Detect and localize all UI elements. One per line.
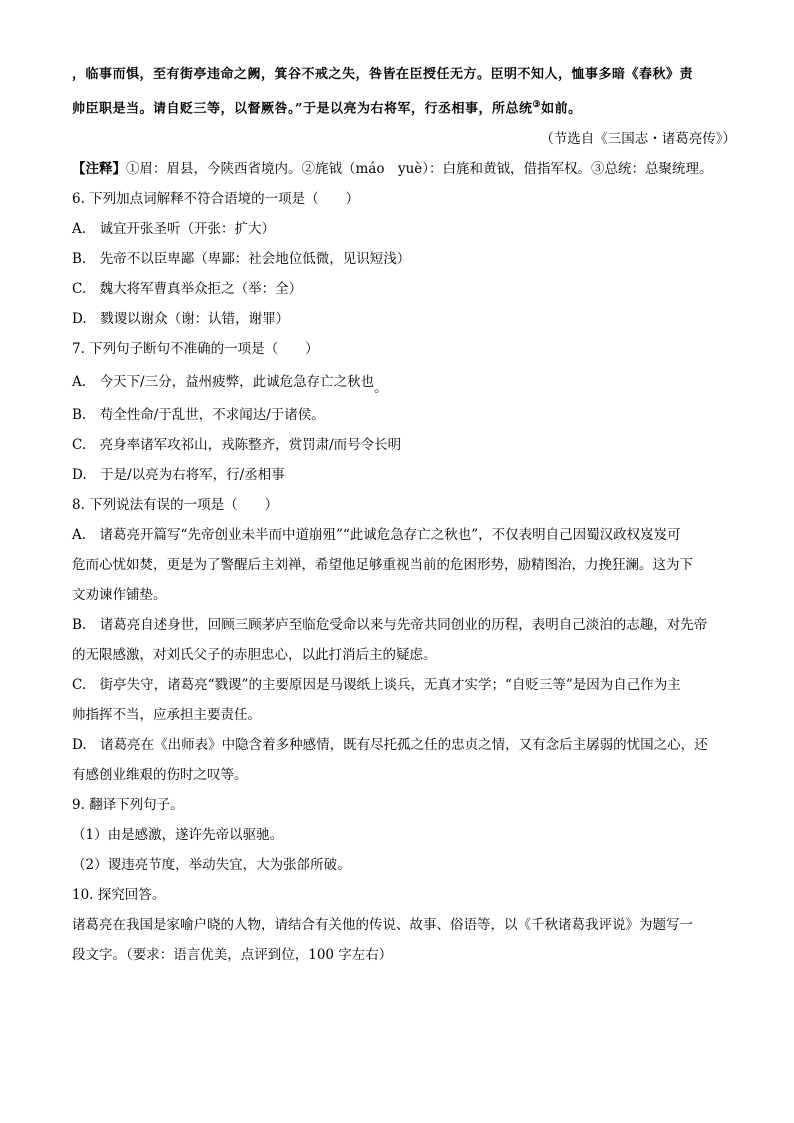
notes-text: ①眉：眉县，今陕西省境内。②旄钺（máo yuè）：白旄和黄钺，借指军权。③总统：总聚统理。	[126, 161, 713, 178]
question-6	[72, 184, 736, 334]
question-9	[72, 790, 736, 880]
question-8	[72, 490, 736, 790]
option-a: A. 诚宜开张圣听（开张：扩大）	[72, 221, 276, 238]
option-a-line-2: 危而心忧如焚，更是为了警醒后主刘禅，希望他足够重视当前的危困形势，励精图治，力挽狂澜。这为下	[72, 557, 693, 574]
passage-line-2-main: 帅臣职是当。请自贬三等，以督厥咎。”于是以亮为右将军，行丞相事，所总统	[72, 101, 533, 117]
option-a-text: A. 今天下/三分，益州疲弊，此诚危急存亡之秋也	[72, 374, 375, 391]
question-10	[72, 880, 736, 970]
passage	[72, 60, 736, 124]
option-a-line-1: A. 诸葛亮开篇写“先帝创业未半而中道崩殂”“此诚危急存亡之秋也”，不仅表明自己因蜀汉政权岌岌可	[72, 527, 681, 544]
option-a-period: 。	[374, 380, 388, 397]
prompt-line-2: 段文字。（要求：语言优美，点评到位，100 字左右）	[72, 947, 393, 964]
question-stem: 8. 下列说法有误的一项是（ ）	[72, 497, 279, 514]
option-b: B. 苟全性命/于乱世，不求闻达/于诸侯。	[72, 407, 325, 424]
passage-line-2-end: 如前。	[541, 101, 582, 117]
notes	[72, 154, 736, 184]
option-d: D. 戮谡以谢众（谢：认错，谢罪）	[72, 311, 290, 328]
question-stem: 10. 探究回答。	[72, 887, 166, 904]
option-d-line-2: 有感创业维艰的伤时之叹等。	[72, 767, 248, 784]
question-7	[72, 334, 736, 490]
option-a	[72, 364, 736, 400]
source-citation: （节选自《三国志・诸葛亮传》）	[540, 131, 736, 148]
option-c: C. 魏大将军曹真举众拒之（举：全）	[72, 281, 303, 298]
option-d-line-1: D. 诸葛亮在《出师表》中隐含着多种感情，既有尽托孤之任的忠贞之情，又有念后主孱弱的忧国之心，还	[72, 737, 708, 754]
question-stem: 6. 下列加点词解释不符合语境的一项是（ ）	[72, 191, 360, 208]
option-a-line-3: 文劝谏作铺垫。	[72, 587, 167, 604]
option-c-line-1: C. 街亭失守，诸葛亮“戮谡”的主要原因是马谡纸上谈兵，无真才实学；“自贬三等”是因为自己作为主	[72, 677, 681, 694]
option-b-line-1: B. 诸葛亮自述身世，回顾三顾茅庐至临危受命以来与先帝共同创业的历程，表明自己淡泊的志趣，对先帝	[72, 617, 708, 634]
question-stem: 7. 下列句子断句不准确的一项是（ ）	[72, 341, 319, 358]
notes-label: 【注释】	[72, 161, 126, 178]
sentence-2: （2）谡违亮节度，举动失宜，大为张郃所破。	[72, 857, 351, 874]
option-b: B. 先帝不以臣卑鄙（卑鄙：社会地位低微，见识短浅）	[72, 251, 411, 268]
option-b-line-2: 的无限感激，对刘氏父子的赤胆忠心，以此打消后主的疑虑。	[72, 647, 437, 664]
option-c-line-2: 帅指挥不当，应承担主要责任。	[72, 707, 261, 724]
passage-line-2	[72, 90, 736, 124]
passage-line-1: ，临事而惧，至有街亭违命之阙，箕谷不戒之失，咎皆在臣授任无方。臣明不知人，恤事多暗《春秋》责	[72, 67, 694, 82]
exam-page	[72, 60, 736, 970]
option-c: C. 亮身率诸军攻祁山，戎陈整齐，赏罚肃/而号令长明	[72, 437, 402, 454]
question-stem: 9. 翻译下列句子。	[72, 797, 184, 814]
prompt-line-1: 诸葛亮在我国是家喻户晓的人物，请结合有关他的传说、故事、俗语等，以《千秋诸葛我评说》为题写一	[72, 917, 693, 934]
sentence-1: （1）由是感激，遂许先帝以驱驰。	[72, 827, 284, 844]
footnote-marker: ③	[532, 100, 542, 110]
option-d: D. 于是/以亮为右将军，行/丞相事	[72, 467, 285, 484]
